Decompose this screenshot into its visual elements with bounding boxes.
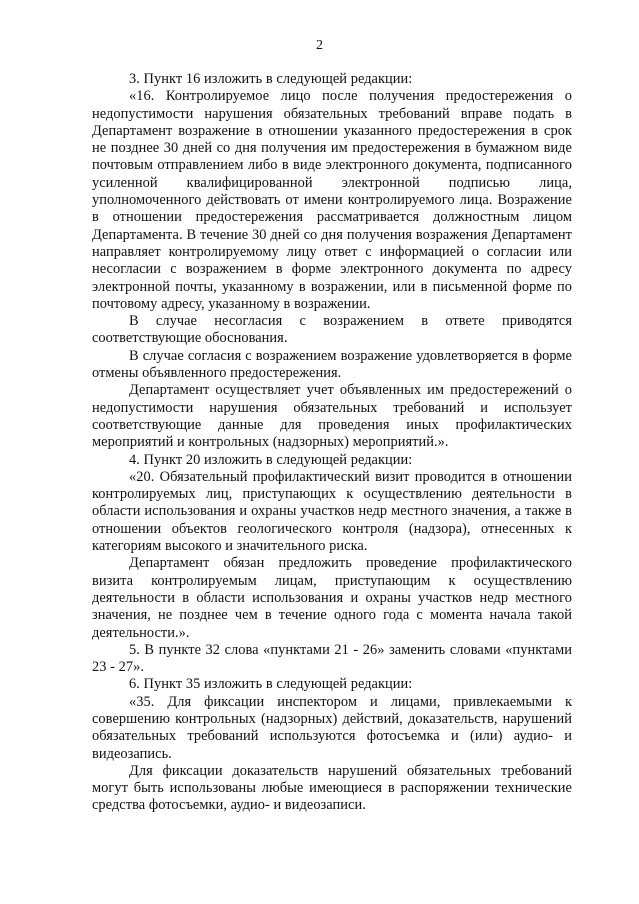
paragraph: 4. Пункт 20 изложить в следующей редакции:: [129, 451, 413, 468]
paragraph: Для фиксации доказательств нарушений обязательных требований могут быть использованы любые имеющиеся в распоряжении технические средства фотосъемки, аудио- и видеозаписи.: [92, 762, 572, 814]
paragraph: В случае несогласия с возражением в ответе приводятся соответствующие обоснования.: [92, 313, 572, 347]
paragraph: 3. Пункт 16 изложить в следующей редакции:: [129, 71, 413, 87]
page-number: 2: [316, 38, 323, 53]
paragraph: 5. В пункте 32 слова «пунктами 21 - 26» заменить словами «пунктами 23 - 27».: [92, 641, 572, 676]
paragraph: Департамент осуществляет учет объявленных им предостережений о недопустимости нарушения обязательных требований и использует соответствующие данные для проведения иных профилактических мероприятий и контрольных (надзорных) мероприятий.».: [92, 382, 572, 451]
document-body: [92, 71, 572, 815]
paragraph: «20. Обязательный профилактический визит проводится в отношении контролируемых лиц, приступающих к осуществлению деятельности в области использования и охраны участков недр местного значения, а также в отношении объектов геологического контроля (надзора), отнесенных к категориям высокого и значительного риска.: [92, 468, 572, 555]
paragraph: В случае согласия с возражением возражение удовлетворяется в форме отмены объявленного предостережения.: [92, 347, 572, 382]
paragraph: 6. Пункт 35 изложить в следующей редакции:: [129, 676, 413, 693]
paragraph: «16. Контролируемое лицо после получения предостережения о недопустимости нарушения обязательных требований вправе подать в Департамент возражение в отношении указанного предостережения в срок не позднее 30 дней со дня получения им предостережения в бумажном виде почтовым отправлением либо в виде электронного документа, подписанного усиленной квалифицированной электронной подписью лица, уполномоченного действовать от имени контролируемого лица. Возражение в отношении предостережения рассматривается должностным лицом Департамента. В течение 30 дней со дня получения возражения Департамент направляет контролируемому лицу ответ с информацией о согласии или несогласии с возражением в форме электронного документа по адресу электронной почты, указанному в возражении, или в письменной форме по почтовому адресу, указанному в возражении.: [92, 88, 572, 312]
paragraph: Департамент обязан предложить проведение профилактического визита контролируемым лицам, приступающим к осуществлению деятельности в области использования и охраны участков недр местного значения, не позднее чем в течение одного года с момента начала такой деятельности.».: [92, 555, 572, 641]
paragraph: «35. Для фиксации инспектором и лицами, привлекаемыми к совершению контрольных (надзорных) действий, доказательств, нарушений обязательных требований используются фотосъемка и (или) аудио- и видеозапись.: [92, 693, 572, 762]
